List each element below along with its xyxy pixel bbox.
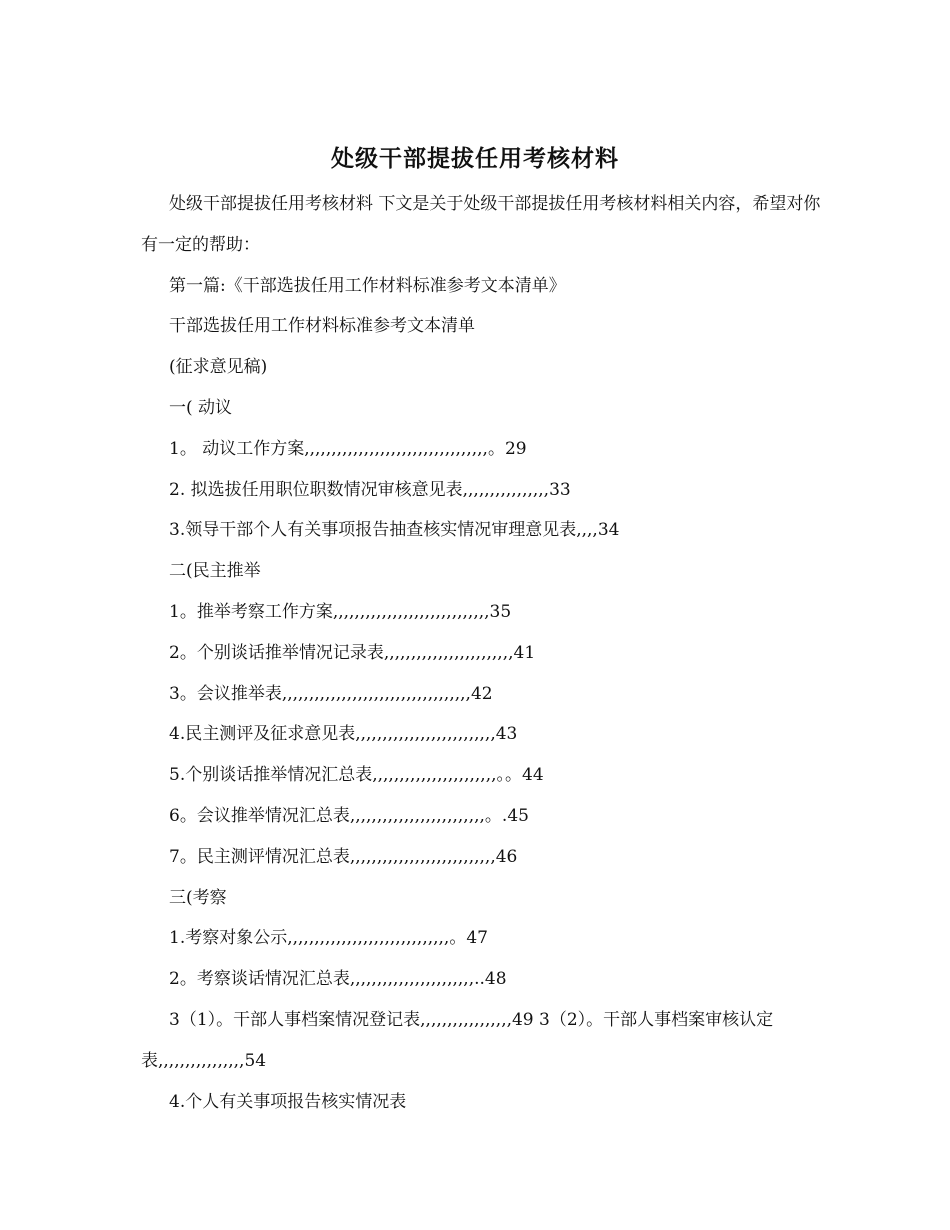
- document-title: 处级干部提拔任用考核材料: [331, 145, 619, 172]
- document-body: [141, 184, 821, 1122]
- list-item: 2. 拟选拔任用职位职数情况审核意见表,,,,,,,,,,,,,,,,33: [169, 479, 571, 500]
- section-heading: 一( 动议: [169, 397, 233, 418]
- list-item: 4.民主测评及征求意见表,,,,,,,,,,,,,,,,,,,,,,,,,,43: [169, 724, 518, 745]
- section-heading: 二(民主推举: [169, 561, 261, 582]
- draft-note: (征求意见稿): [169, 357, 268, 378]
- list-item: 5.个别谈话推举情况汇总表,,,,,,,,,,,,,,,,,,,,,,,。。44: [169, 765, 544, 786]
- list-item: 2。个别谈话推举情况记录表,,,,,,,,,,,,,,,,,,,,,,,,41: [169, 642, 536, 663]
- chapter-heading: 第一篇:《干部选拔任用工作材料标准参考文本清单》: [169, 275, 566, 296]
- list-item: 1.考察对象公示,,,,,,,,,,,,,,,,,,,,,,,,,,,,,,。47: [169, 928, 488, 949]
- list-item: 7。民主测评情况汇总表,,,,,,,,,,,,,,,,,,,,,,,,,,,46: [169, 846, 518, 867]
- intro-paragraph: 处级干部提拔任用考核材料 下文是关于处级干部提拔任用考核材料相关内容，希望对你有一定的帮助：: [141, 194, 821, 255]
- list-title: 干部选拔任用工作材料标准参考文本清单: [169, 316, 475, 337]
- list-item: 1。推举考察工作方案,,,,,,,,,,,,,,,,,,,,,,,,,,,,,35: [169, 601, 512, 622]
- list-item: 1。 动议工作方案,,,,,,,,,,,,,,,,,,,,,,,,,,,,,,,,,,。29: [169, 438, 527, 459]
- list-item: 3。会议推举表,,,,,,,,,,,,,,,,,,,,,,,,,,,,,,,,,,,42: [169, 683, 493, 704]
- list-item-wrapped: 3（1）。干部人事档案情况登记表,,,,,,,,,,,,,,,,,49 3（2）。干部人事档案审核认定表,,,,,,,,,,,,,,,,54: [141, 1009, 774, 1071]
- list-item: 4.个人有关事项报告核实情况表: [169, 1091, 407, 1112]
- section-heading: 三(考察: [169, 887, 227, 908]
- list-item: 3.领导干部个人有关事项报告抽查核实情况审理意见表,,,,34: [169, 520, 620, 541]
- list-item: 2。考察谈话情况汇总表,,,,,,,,,,,,,,,,,,,,,,,..48: [169, 969, 507, 990]
- list-item: 6。会议推举情况汇总表,,,,,,,,,,,,,,,,,,,,,,,,,。.45: [169, 805, 529, 826]
